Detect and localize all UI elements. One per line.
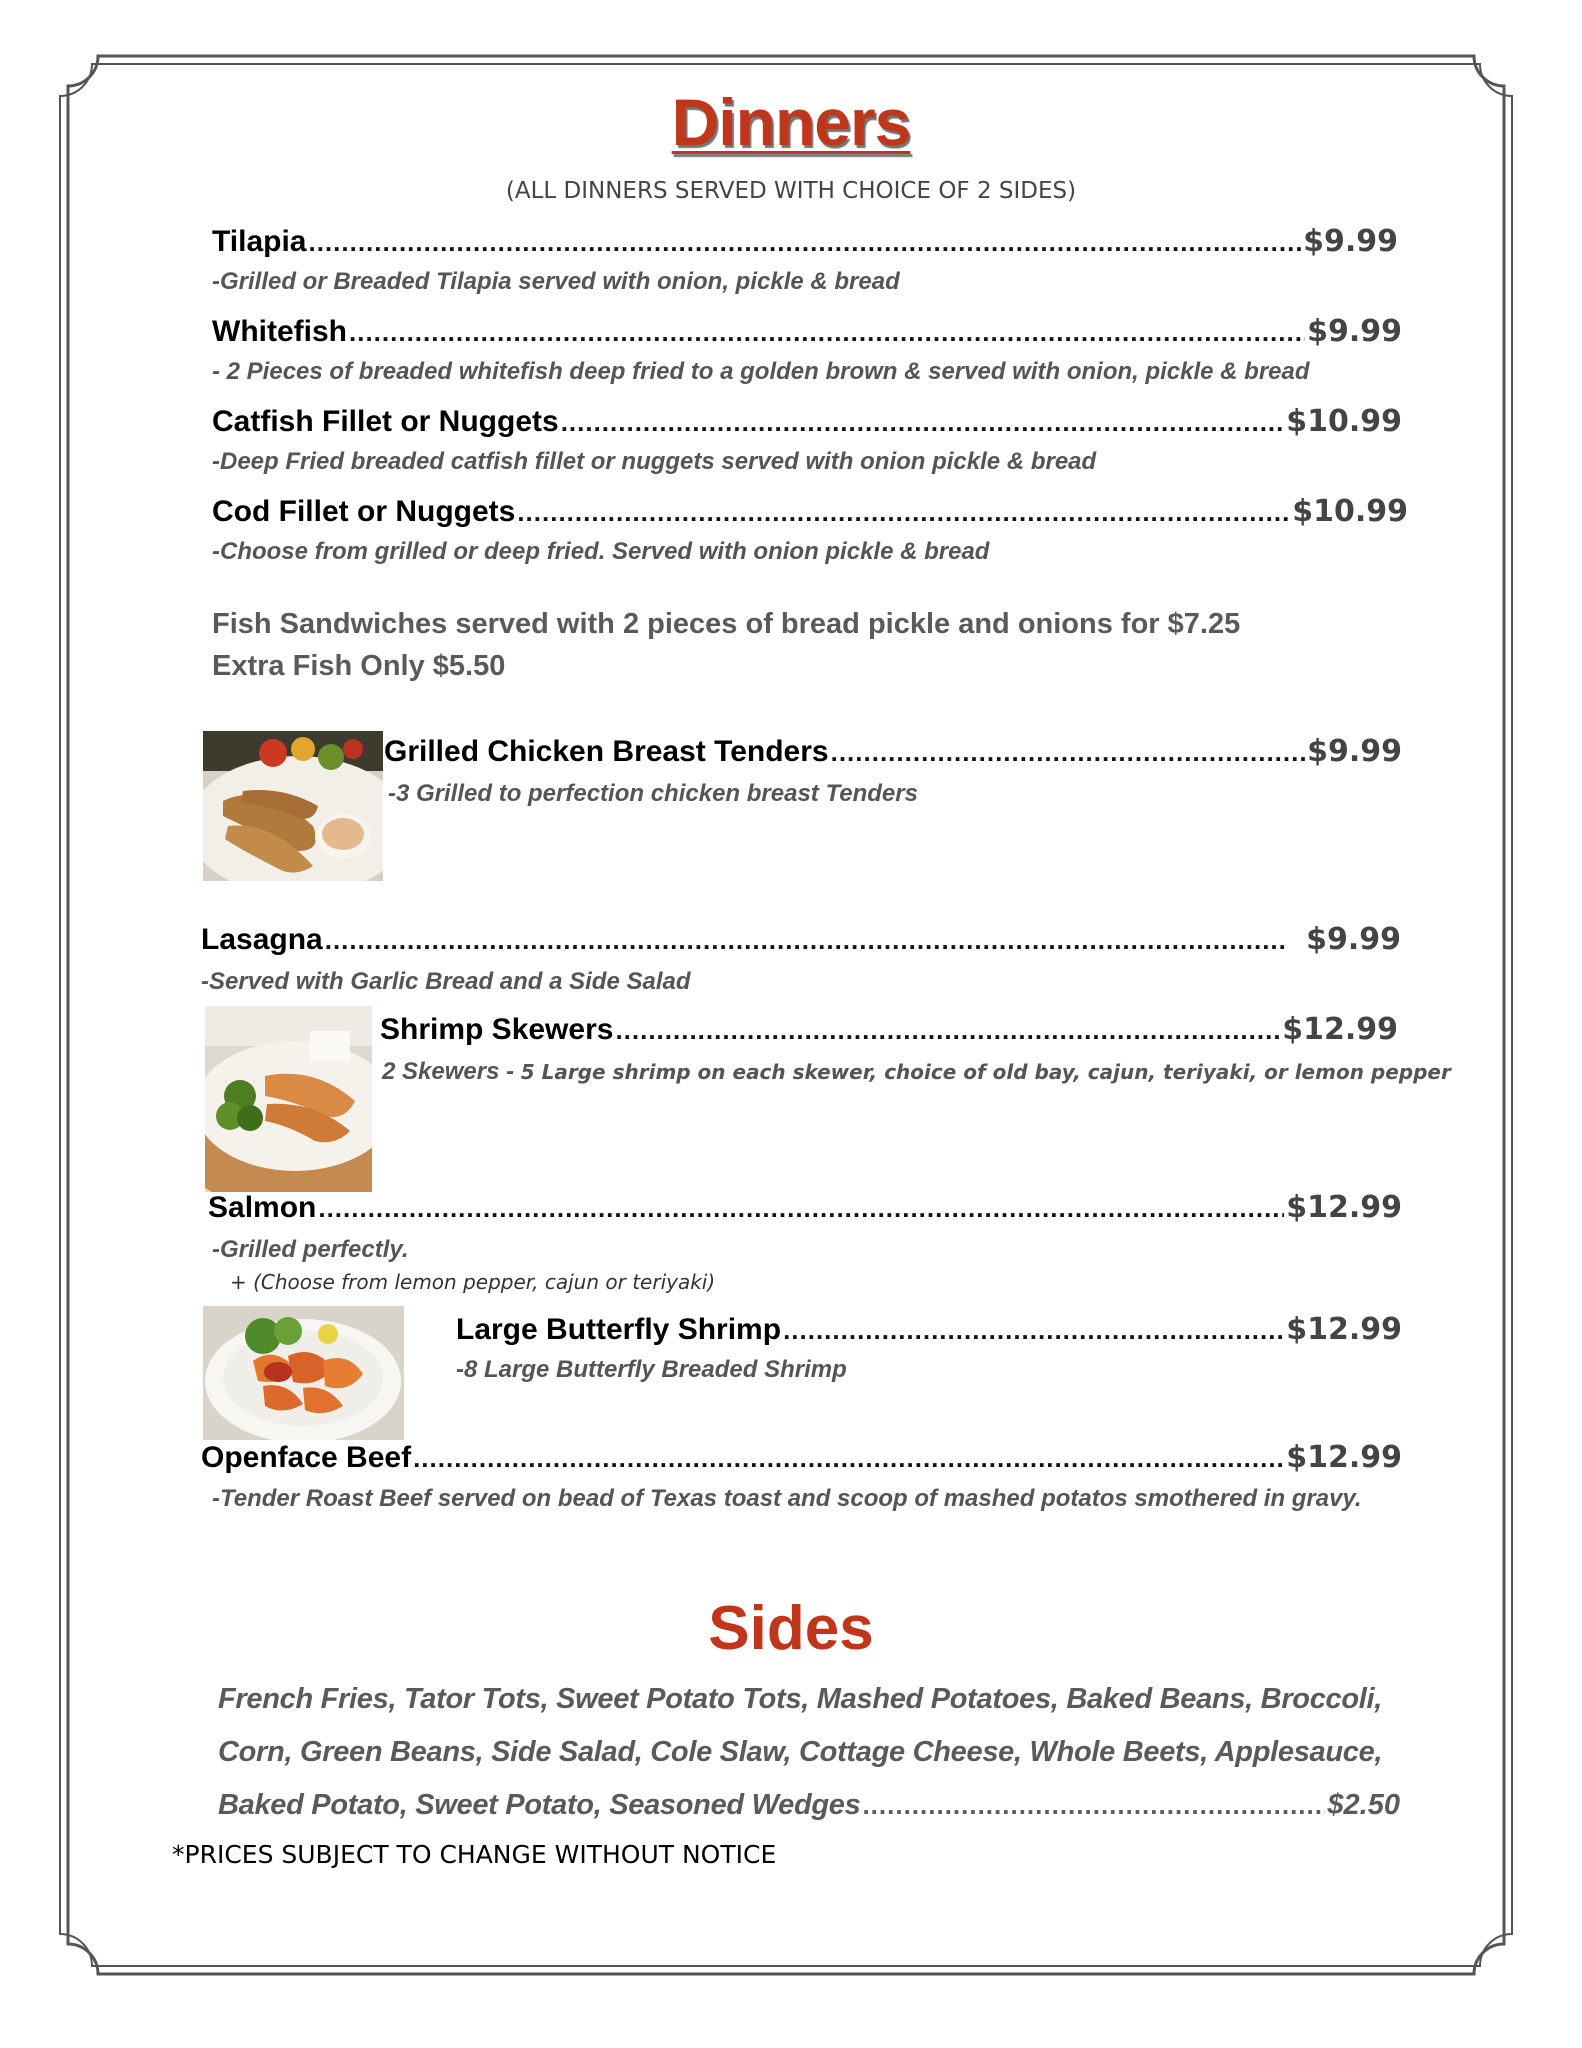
item-description-detail: 5 Large shrimp on each skewer, choice of old bay, cajun, teriyaki, or lemon pepper bbox=[520, 1060, 1451, 1084]
sides-list-line-2: Corn, Green Beans, Side Salad, Cole Slaw, Cottage Cheese, Whole Beets, Applesauce, bbox=[218, 1736, 1383, 1768]
item-description: -Deep Fried breaded catfish fillet or nuggets served with onion pickle & bread bbox=[212, 448, 1097, 475]
grilled-chicken-photo bbox=[203, 731, 383, 881]
item-description: -Served with Garlic Bread and a Side Salad bbox=[201, 968, 691, 995]
item-name: Salmon bbox=[208, 1191, 317, 1224]
item-name: Openface Beef bbox=[201, 1441, 412, 1474]
menu-item-salmon bbox=[208, 1190, 1402, 1225]
fish-sandwich-note: Fish Sandwiches served with 2 pieces of bread pickle and onions for $7.25 bbox=[212, 608, 1241, 640]
item-price: $9.99 bbox=[1307, 734, 1402, 769]
item-name: Shrimp Skewers bbox=[380, 1013, 614, 1046]
menu-item-catfish bbox=[212, 404, 1402, 439]
menu-item-openface-beef bbox=[201, 1440, 1402, 1475]
item-description: -Tender Roast Beef served on bead of Texas toast and scoop of mashed potatos smothered in gravy. bbox=[212, 1485, 1362, 1512]
dot-leader bbox=[308, 227, 1301, 258]
item-name: Large Butterfly Shrimp bbox=[456, 1313, 782, 1346]
sides-list-line-3 bbox=[218, 1789, 1400, 1822]
item-price: $10.99 bbox=[1292, 494, 1408, 529]
menu-item-lasagna bbox=[201, 922, 1401, 957]
item-price: $9.99 bbox=[1306, 922, 1401, 957]
dot-leader bbox=[615, 1015, 1280, 1046]
item-name: Lasagna bbox=[201, 923, 323, 956]
price-disclaimer: *PRICES SUBJECT TO CHANGE WITHOUT NOTICE bbox=[172, 1840, 777, 1869]
dot-leader bbox=[783, 1315, 1284, 1346]
dot-leader bbox=[862, 1790, 1325, 1821]
item-price: $10.99 bbox=[1286, 404, 1402, 439]
item-price: $9.99 bbox=[1303, 224, 1398, 259]
menu-item-cod bbox=[212, 494, 1408, 529]
item-price: $9.99 bbox=[1307, 314, 1402, 349]
item-price: $12.99 bbox=[1286, 1190, 1402, 1225]
sides-price: $2.50 bbox=[1327, 1789, 1400, 1821]
menu-item-grilled-chicken bbox=[384, 734, 1402, 769]
sides-list-line-1: French Fries, Tator Tots, Sweet Potato Tots, Mashed Potatoes, Baked Beans, Broccoli, bbox=[218, 1683, 1383, 1715]
item-name: Cod Fillet or Nuggets bbox=[212, 495, 516, 528]
item-description: -Choose from grilled or deep fried. Served with onion pickle & bread bbox=[212, 538, 990, 565]
item-description: - 2 Pieces of breaded whitefish deep fried to a golden brown & served with onion, pickle & bread bbox=[212, 358, 1310, 385]
dot-leader bbox=[831, 737, 1305, 768]
item-description-lead: 2 Skewers - bbox=[382, 1058, 521, 1085]
item-name: Grilled Chicken Breast Tenders bbox=[384, 735, 829, 768]
butterfly-shrimp-photo bbox=[203, 1306, 404, 1440]
sides-list-text: Baked Potato, Sweet Potato, Seasoned Wedges bbox=[218, 1789, 861, 1821]
item-name: Whitefish bbox=[212, 315, 347, 348]
extra-fish-note: Extra Fish Only $5.50 bbox=[212, 650, 506, 682]
sides-title: Sides bbox=[708, 1594, 874, 1663]
item-name: Tilapia bbox=[212, 225, 307, 258]
menu-item-butterfly-shrimp bbox=[456, 1312, 1402, 1347]
menu-item-whitefish bbox=[212, 314, 1402, 349]
page-title: Dinners bbox=[671, 85, 911, 159]
dot-leader bbox=[561, 407, 1285, 438]
dot-leader bbox=[413, 1443, 1284, 1474]
item-description: -Grilled or Breaded Tilapia served with onion, pickle & bread bbox=[212, 268, 900, 295]
item-description-option: + (Choose from lemon pepper, cajun or teriyaki) bbox=[230, 1270, 716, 1294]
item-price: $12.99 bbox=[1286, 1440, 1402, 1475]
item-price: $12.99 bbox=[1282, 1012, 1398, 1047]
item-description bbox=[382, 1058, 1451, 1086]
dot-leader bbox=[325, 925, 1286, 956]
item-description: -8 Large Butterfly Breaded Shrimp bbox=[456, 1356, 847, 1383]
item-description: -3 Grilled to perfection chicken breast Tenders bbox=[388, 780, 918, 807]
item-name: Catfish Fillet or Nuggets bbox=[212, 405, 559, 438]
dot-leader bbox=[349, 317, 1305, 348]
menu-item-shrimp-skewers bbox=[380, 1012, 1398, 1047]
item-description: -Grilled perfectly. bbox=[212, 1236, 409, 1263]
dot-leader bbox=[318, 1193, 1284, 1224]
dot-leader bbox=[517, 497, 1290, 528]
item-price: $12.99 bbox=[1286, 1312, 1402, 1347]
subtitle: (ALL DINNERS SERVED WITH CHOICE OF 2 SIDES) bbox=[505, 178, 1077, 204]
menu-item-tilapia bbox=[212, 224, 1398, 259]
shrimp-skewers-photo bbox=[205, 1006, 372, 1192]
